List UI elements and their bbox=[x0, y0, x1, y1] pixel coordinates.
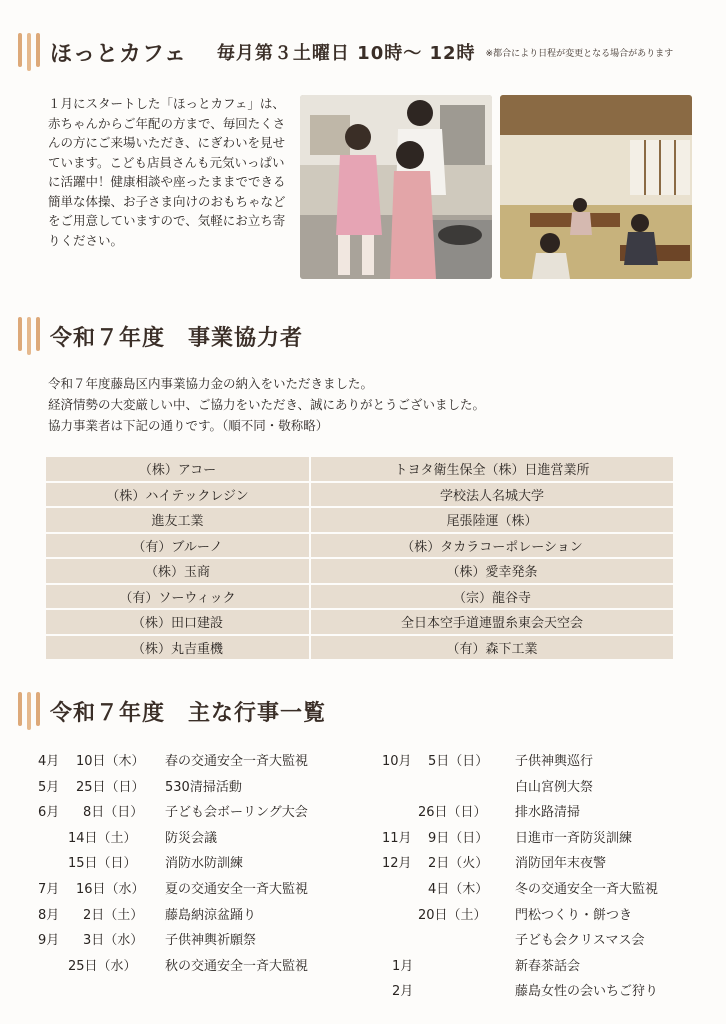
event-name: 新春茶話会 bbox=[515, 958, 581, 974]
event-day: 10日（木） bbox=[76, 754, 145, 769]
event-day: 2日（火） bbox=[428, 856, 489, 872]
event-month: 7月 bbox=[38, 881, 60, 897]
event-month: 2月 bbox=[392, 984, 414, 1000]
event-name: 門松つくり・餅つき bbox=[515, 907, 633, 923]
sponsor-row bbox=[46, 534, 673, 558]
sponsor-cell: （株）ハイテックレジン bbox=[46, 483, 309, 507]
event-day: 26日（日） bbox=[418, 805, 487, 821]
event-month: 5月 bbox=[38, 779, 60, 795]
sponsor-cell: 学校法人名城大学 bbox=[309, 483, 673, 507]
event-row bbox=[360, 801, 726, 827]
event-row bbox=[360, 955, 726, 981]
event-month: 8月 bbox=[38, 907, 60, 923]
sponsors-intro bbox=[48, 373, 485, 436]
sponsor-row bbox=[46, 636, 673, 660]
event-row bbox=[360, 852, 726, 878]
event-name: 子供神輿巡行 bbox=[515, 754, 594, 769]
sponsor-cell: （株）愛幸発条 bbox=[309, 559, 673, 583]
event-day: 9日（日） bbox=[428, 830, 489, 846]
event-month: 6月 bbox=[38, 805, 60, 821]
event-row bbox=[360, 878, 726, 904]
event-day: 20日（土） bbox=[418, 907, 487, 923]
event-name: 秋の交通安全一斉大監視 bbox=[165, 958, 309, 974]
cafe-description: １月にスタートした「ほっとカフェ」は、赤ちゃんからご年配の方まで、毎回たくさんの方にご来場いただき、にぎわいを見せています。こども店員さんも元気いっぱいに活躍中！健康相談や座ったままでできる簡単な体操、お子さま向けのおもちゃなどをご用意していますので、気軽にお立ち寄りください。 bbox=[48, 96, 286, 248]
event-name: 冬の交通安全一斉大監視 bbox=[515, 881, 659, 897]
sponsor-cell: 進友工業 bbox=[46, 508, 309, 532]
event-day: 8日（日） bbox=[83, 805, 144, 821]
event-name: 子ども会クリスマス会 bbox=[515, 933, 645, 949]
sponsor-cell: トヨタ衛生保全（株）日進営業所 bbox=[309, 457, 673, 481]
event-row bbox=[0, 878, 360, 904]
event-name: 子ども会ボーリング大会 bbox=[165, 805, 308, 821]
cafe-title: ほっとカフェ bbox=[50, 41, 187, 67]
sponsor-cell: （有）森下工業 bbox=[309, 636, 673, 660]
event-name: 夏の交通安全一斉大監視 bbox=[165, 881, 309, 897]
sponsor-cell: 全日本空手道連盟糸東会天空会 bbox=[309, 610, 673, 634]
event-day: 15日（日） bbox=[68, 856, 137, 872]
event-day: 14日（土） bbox=[68, 830, 137, 846]
intro-line: 経済情勢の大変厳しい中、ご協力をいただき、誠にありがとうございました。 bbox=[48, 397, 486, 412]
intro-line: 協力事業者は下記の通りです。（順不同・敬称略） bbox=[48, 418, 329, 433]
sponsor-row bbox=[46, 559, 673, 583]
event-name: 消防団年末夜警 bbox=[515, 856, 607, 872]
sponsor-row bbox=[46, 585, 673, 609]
sponsor-cell: （株）玉商 bbox=[46, 559, 309, 583]
event-name: 排水路清掃 bbox=[515, 805, 581, 821]
event-month: 11月 bbox=[382, 830, 412, 846]
events-header bbox=[18, 689, 326, 733]
event-day: 3日（水） bbox=[83, 933, 144, 949]
event-month: 9月 bbox=[38, 933, 60, 949]
event-row bbox=[0, 852, 360, 878]
sponsor-cell: 尾張陸運（株） bbox=[309, 508, 673, 532]
event-day: 16日（水） bbox=[76, 881, 145, 897]
intro-line: 令和７年度藤島区内事業協力金の納入をいただきました。 bbox=[48, 376, 374, 391]
event-row bbox=[0, 750, 360, 776]
sponsor-cell: （有）ブルーノ bbox=[46, 534, 309, 558]
event-name: 防災会議 bbox=[165, 830, 218, 846]
event-row bbox=[360, 827, 726, 853]
event-day: 5日（日） bbox=[428, 754, 489, 769]
event-day: 25日（水） bbox=[68, 958, 137, 974]
event-row bbox=[0, 776, 360, 802]
cafe-header bbox=[18, 30, 673, 74]
events-title: 令和７年度 主な行事一覧 bbox=[50, 700, 327, 726]
event-day: 4日（木） bbox=[428, 881, 489, 897]
event-name: 日進市一斉防災訓練 bbox=[515, 830, 633, 846]
sponsor-row bbox=[46, 457, 673, 481]
event-row bbox=[0, 904, 360, 930]
event-month: 1月 bbox=[392, 958, 414, 974]
event-row bbox=[0, 801, 360, 827]
sponsor-cell: （株）タカラコーポレーション bbox=[309, 534, 673, 558]
event-month: 4月 bbox=[38, 754, 60, 769]
sponsor-row bbox=[46, 508, 673, 532]
event-month: 12月 bbox=[382, 856, 412, 872]
event-row bbox=[360, 980, 726, 1006]
sponsor-table bbox=[46, 455, 673, 661]
cafe-schedule: 毎月第３土曜日 10時～ 12時 bbox=[216, 43, 476, 64]
event-name: 530清掃活動 bbox=[165, 779, 242, 795]
stripe-decoration bbox=[18, 33, 40, 71]
sponsor-cell: （株）田口建設 bbox=[46, 610, 309, 634]
event-row bbox=[0, 929, 360, 955]
event-row bbox=[0, 827, 360, 853]
stripe-decoration bbox=[18, 692, 40, 730]
event-name: 藤島納涼盆踊り bbox=[165, 907, 257, 923]
event-row bbox=[360, 750, 726, 776]
sponsors-header bbox=[18, 314, 303, 358]
cafe-note: ※都合により日程が変更となる場合があります bbox=[485, 48, 674, 59]
sponsor-cell: （株）丸吉重機 bbox=[46, 636, 309, 660]
event-name: 消防水防訓練 bbox=[165, 856, 244, 872]
sponsor-row bbox=[46, 610, 673, 634]
event-day: 25日（日） bbox=[76, 779, 145, 795]
sponsors-title: 令和７年度 事業協力者 bbox=[50, 325, 304, 351]
event-row bbox=[360, 904, 726, 930]
event-name: 藤島女性の会いちご狩り bbox=[515, 984, 659, 1000]
events-right-column bbox=[360, 750, 726, 1006]
event-row bbox=[360, 776, 726, 802]
event-name: 子供神輿祈願祭 bbox=[165, 933, 257, 949]
cafe-photo-hall bbox=[500, 95, 692, 279]
cafe-photo-kitchen bbox=[300, 95, 492, 279]
sponsor-row bbox=[46, 483, 673, 507]
events-left-column bbox=[0, 750, 360, 980]
event-day: 2日（土） bbox=[83, 907, 144, 923]
sponsor-cell: （有）ソーウィック bbox=[46, 585, 309, 609]
event-row bbox=[360, 929, 726, 955]
event-row bbox=[0, 955, 360, 981]
stripe-decoration bbox=[18, 317, 40, 355]
event-name: 春の交通安全一斉大監視 bbox=[165, 754, 309, 769]
event-month: 10月 bbox=[382, 754, 412, 769]
sponsor-cell: （株）アコー bbox=[46, 457, 309, 481]
sponsor-cell: （宗）龍谷寺 bbox=[309, 585, 673, 609]
event-name: 白山宮例大祭 bbox=[515, 779, 594, 795]
